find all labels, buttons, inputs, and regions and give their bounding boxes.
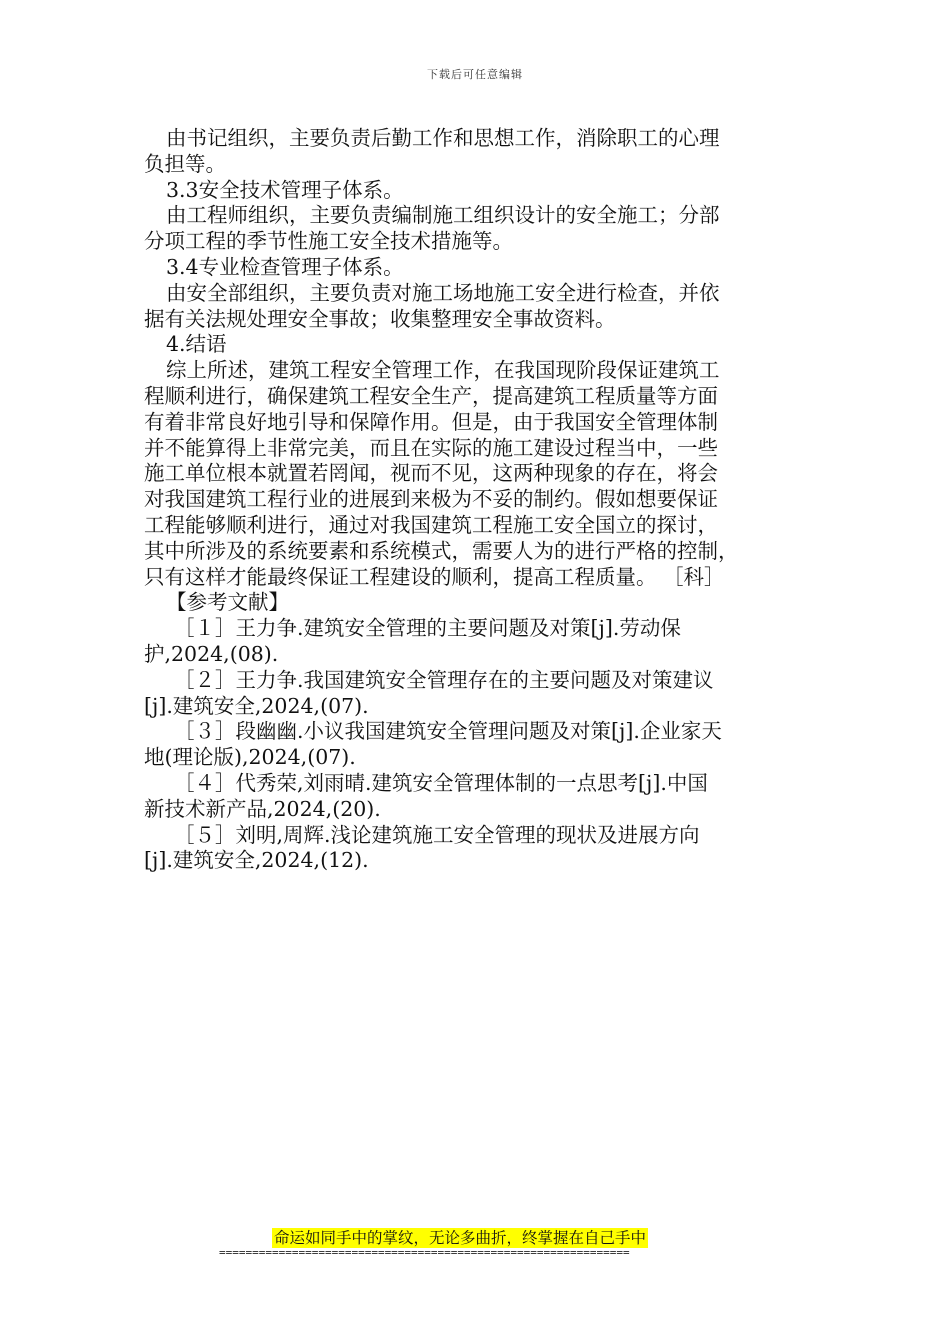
section-heading: 4.结语 [166,332,227,357]
paragraph-line: 有着非常良好地引导和保障作用。但是，由于我国安全管理体制 [144,409,718,434]
section-heading: 3.4专业检查管理子体系。 [166,254,404,279]
footer-motto: 命运如同手中的掌纹，无论多曲折，终掌握在自己手中 [274,1229,647,1247]
reference-line: ［３］段幽幽.小议我国建筑安全管理问题及对策[j].企业家天 [174,719,722,744]
paragraph-line: 负担等。 [144,151,226,176]
reference-line: [j].建筑安全,2024,(07). [144,693,369,718]
reference-line: [j].建筑安全,2024,(12). [144,848,369,873]
reference-line: ［２］王力争.我国建筑安全管理存在的主要问题及对策建议 [174,667,714,692]
paragraph-line: 其中所涉及的系统要素和系统模式，需要人为的进行严格的控制， [144,538,739,563]
reference-line: 护,2024,(08). [144,641,279,666]
footer-rule: ============================================================== [219,1246,630,1259]
paragraph-line: 只有这样才能最终保证工程建设的顺利，提高工程质量。 ［科］ [144,564,725,589]
paragraph-line: 分项工程的季节性施工安全技术措施等。 [144,229,513,254]
paragraph-line: 由书记组织，主要负责后勤工作和思想工作，消除职工的心理 [166,126,720,150]
reference-line: ［５］刘明,周辉.浅论建筑施工安全管理的现状及进展方向 [174,822,700,847]
reference-line: 新技术新产品,2024,(20). [144,796,381,821]
header-note: 下载后可任意编辑 [427,68,523,81]
paragraph-line: 程顺利进行，确保建筑工程安全生产，提高建筑工程质量等方面 [144,383,718,408]
paragraph-line: 并不能算得上非常完美，而且在实际的施工建设过程当中，一些 [144,435,718,460]
reference-line: ［１］王力争.建筑安全管理的主要问题及对策[j].劳动保 [174,616,681,641]
paragraph-line: 对我国建筑工程行业的进展到来极为不妥的制约。假如想要保证 [144,487,718,512]
paragraph-line: 工程能够顺利进行，通过对我国建筑工程施工安全国立的探讨， [144,512,718,537]
paragraph-line: 施工单位根本就置若罔闻，视而不见，这两种现象的存在，将会 [144,461,718,486]
reference-line: ［４］代秀荣,刘雨晴.建筑安全管理体制的一点思考[j].中国 [174,770,708,795]
document-body [144,126,784,874]
references-heading: 【参考文献】 [166,590,289,615]
reference-line: 地(理论版),2024,(07). [144,745,356,770]
paragraph-line: 由工程师组织，主要负责编制施工组织设计的安全施工；分部 [166,203,720,228]
section-heading: 3.3安全技术管理子体系。 [166,177,404,202]
paragraph-line: 据有关法规处理安全事故；收集整理安全事故资料。 [144,306,616,331]
paragraph-line: 综上所述，建筑工程安全管理工作，在我国现阶段保证建筑工 [166,358,720,383]
paragraph-line: 由安全部组织，主要负责对施工场地施工安全进行检查，并依 [166,280,720,305]
